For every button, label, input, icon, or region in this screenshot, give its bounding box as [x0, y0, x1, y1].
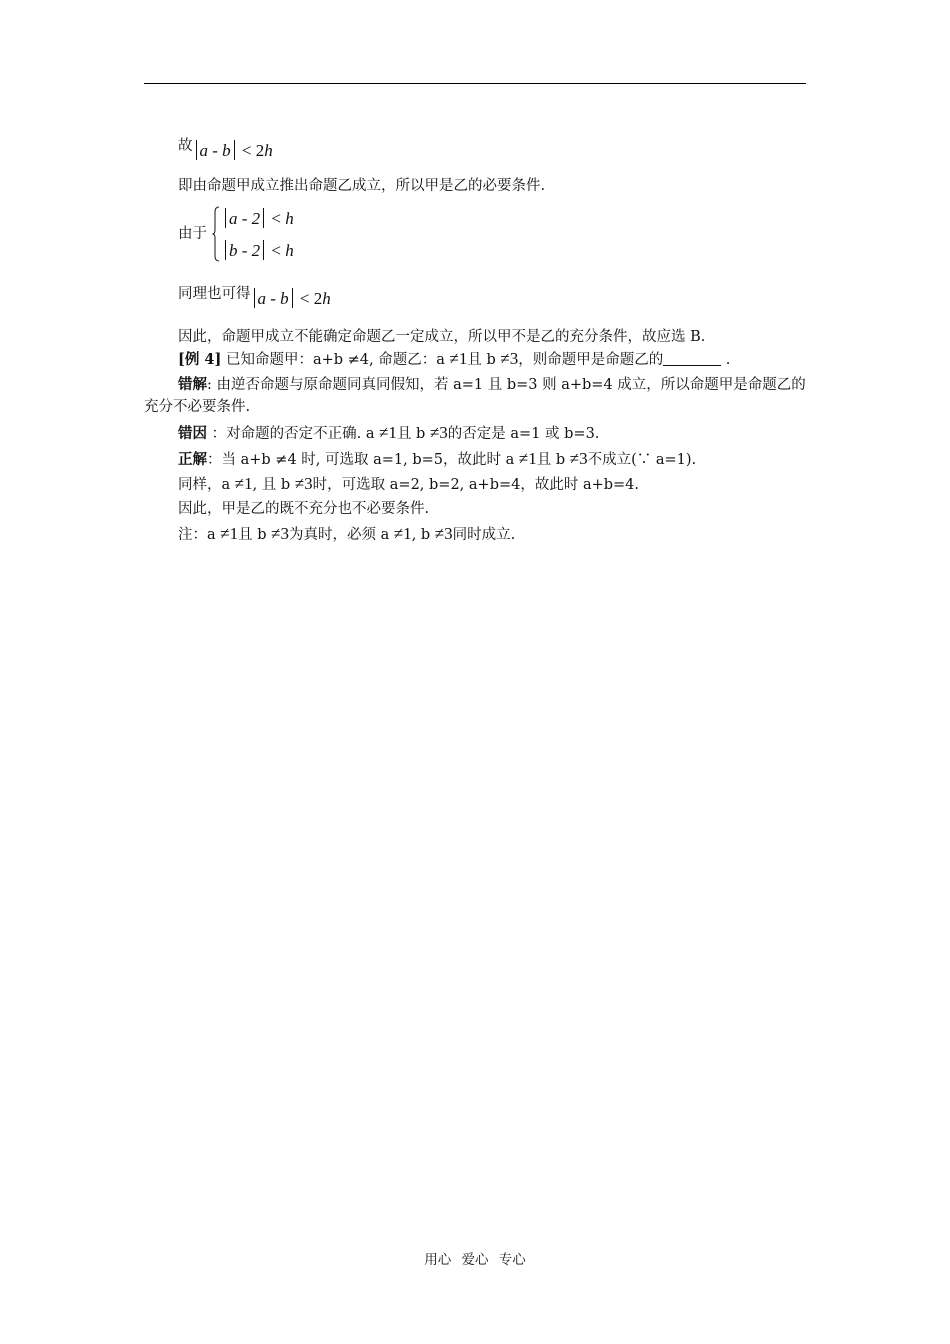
system-line-2: b - 2 < h: [222, 240, 294, 262]
paragraph-cuojie: 错解: 由逆否命题与原命题同真同假知，若 a=1 且 b=3 则 a+b=4 成立，所以命题甲是命题乙的充分不必要条件.: [144, 376, 806, 415]
paragraph-note: 注：a ≠1且 b ≠3为真时，必须 a ≠1, b ≠3同时成立.: [178, 524, 516, 543]
page-footer: 用心 爱心 专心: [424, 1252, 526, 1268]
system-line-1: a - 2 < h: [222, 208, 294, 230]
header-rule: [144, 83, 806, 84]
paragraph-jiyou: 即由命题甲成立推出命题乙成立，所以甲是乙的必要条件.: [178, 178, 546, 194]
inequality-2: a - b < 2h: [251, 289, 331, 308]
left-brace-icon: [212, 206, 220, 262]
label-youyu: 由于: [178, 226, 207, 242]
answer-blank: [663, 351, 721, 366]
paragraph-yinci-2: 因此，甲是乙的既不充分也不必要条件.: [178, 501, 430, 517]
example-label: [例 4]: [178, 351, 222, 368]
line-tongli: 同理也可得 a - b < 2h: [178, 286, 331, 308]
example-4: [例 4] 已知命题甲：a+b ≠4, 命题乙：a ≠1且 b ≠3，则命题甲是命题乙的 .: [178, 349, 731, 368]
line-gu: 故 a - b < 2h: [178, 138, 273, 160]
inequality-1: a - b < 2h: [193, 141, 273, 160]
paragraph-cuoyin: 错因 ：对命题的否定不正确. a ≠1且 b ≠3的否定是 a=1 或 b=3.: [178, 423, 600, 442]
paragraph-yinci: 因此，命题甲成立不能确定命题乙一定成立，所以甲不是乙的充分条件，故应选 B.: [178, 329, 706, 345]
paragraph-zhengjie: 正解：当 a+b ≠4 时, 可选取 a=1, b=5，故此时 a ≠1且 b ≠3不成立(∵ a=1).: [178, 449, 697, 468]
cuojie-label: 错解: [178, 376, 207, 393]
paragraph-tongyang: 同样，a ≠1, 且 b ≠3时，可选取 a=2, b=2, a+b=4，故此时 a+b=4.: [178, 474, 640, 493]
